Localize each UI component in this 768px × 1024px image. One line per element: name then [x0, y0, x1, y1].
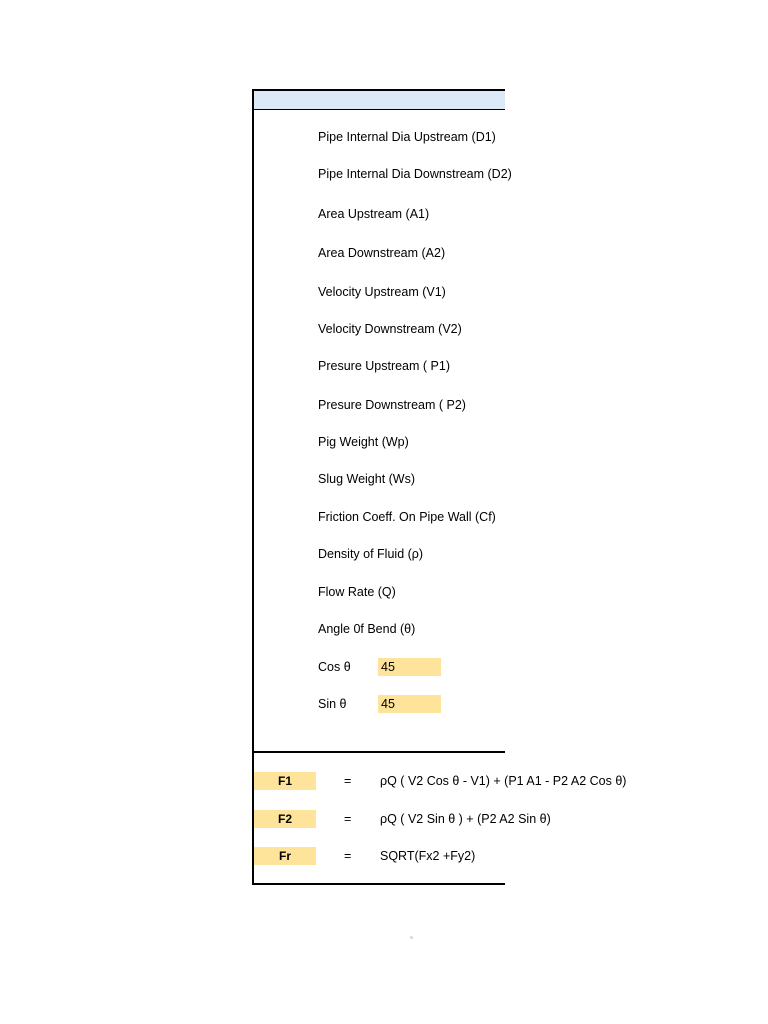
force-f1-label: F1 [254, 772, 316, 790]
spreadsheet-area [252, 89, 627, 885]
force-fr-formula: SQRT(Fx2 +Fy2) [380, 849, 476, 863]
param-theta-label: Angle 0f Bend (θ) [318, 622, 416, 636]
sin-theta-input-cell[interactable]: 45 [378, 695, 441, 713]
param-ws-label: Slug Weight (Ws) [318, 472, 416, 486]
sin-theta-label: Sin θ [318, 697, 347, 711]
force-fr-equals: = [344, 849, 352, 863]
param-q-label: Flow Rate (Q) [318, 585, 396, 599]
table-border-left [252, 89, 254, 885]
force-f1-formula: ρQ ( V2 Cos θ - V1) + (P1 A1 - P2 A2 Cos θ) [380, 774, 627, 788]
cos-theta-label: Cos θ [318, 660, 351, 674]
section-divider [252, 751, 505, 753]
param-d2-label: Pipe Internal Dia Downstream (D2) [318, 167, 512, 181]
param-v2-label: Velocity Downstream (V2) [318, 322, 462, 336]
param-p2-label: Presure Downstream ( P2) [318, 398, 466, 412]
force-f2-equals: = [344, 812, 352, 826]
cos-theta-input-cell[interactable]: 45 [378, 658, 441, 676]
force-f2-formula: ρQ ( V2 Sin θ ) + (P2 A2 Sin θ) [380, 812, 551, 826]
table-border-bottom [252, 883, 505, 885]
param-a1-label: Area Upstream (A1) [318, 207, 430, 221]
param-v1-label: Velocity Upstream (V1) [318, 285, 446, 299]
header-divider [252, 109, 505, 110]
param-p1-label: Presure Upstream ( P1) [318, 359, 450, 373]
param-a2-label: Area Downstream (A2) [318, 246, 446, 260]
param-rho-label: Density of Fluid (ρ) [318, 547, 424, 561]
param-wp-label: Pig Weight (Wp) [318, 435, 409, 449]
param-d1-label: Pipe Internal Dia Upstream (D1) [318, 130, 496, 144]
header-band [254, 91, 505, 110]
force-f2-label: F2 [254, 810, 316, 828]
force-fr-label: Fr [254, 847, 316, 865]
param-cf-label: Friction Coeff. On Pipe Wall (Cf) [318, 510, 496, 524]
stray-dot [410, 936, 413, 939]
force-f1-equals: = [344, 774, 352, 788]
table-border-top [252, 89, 505, 91]
